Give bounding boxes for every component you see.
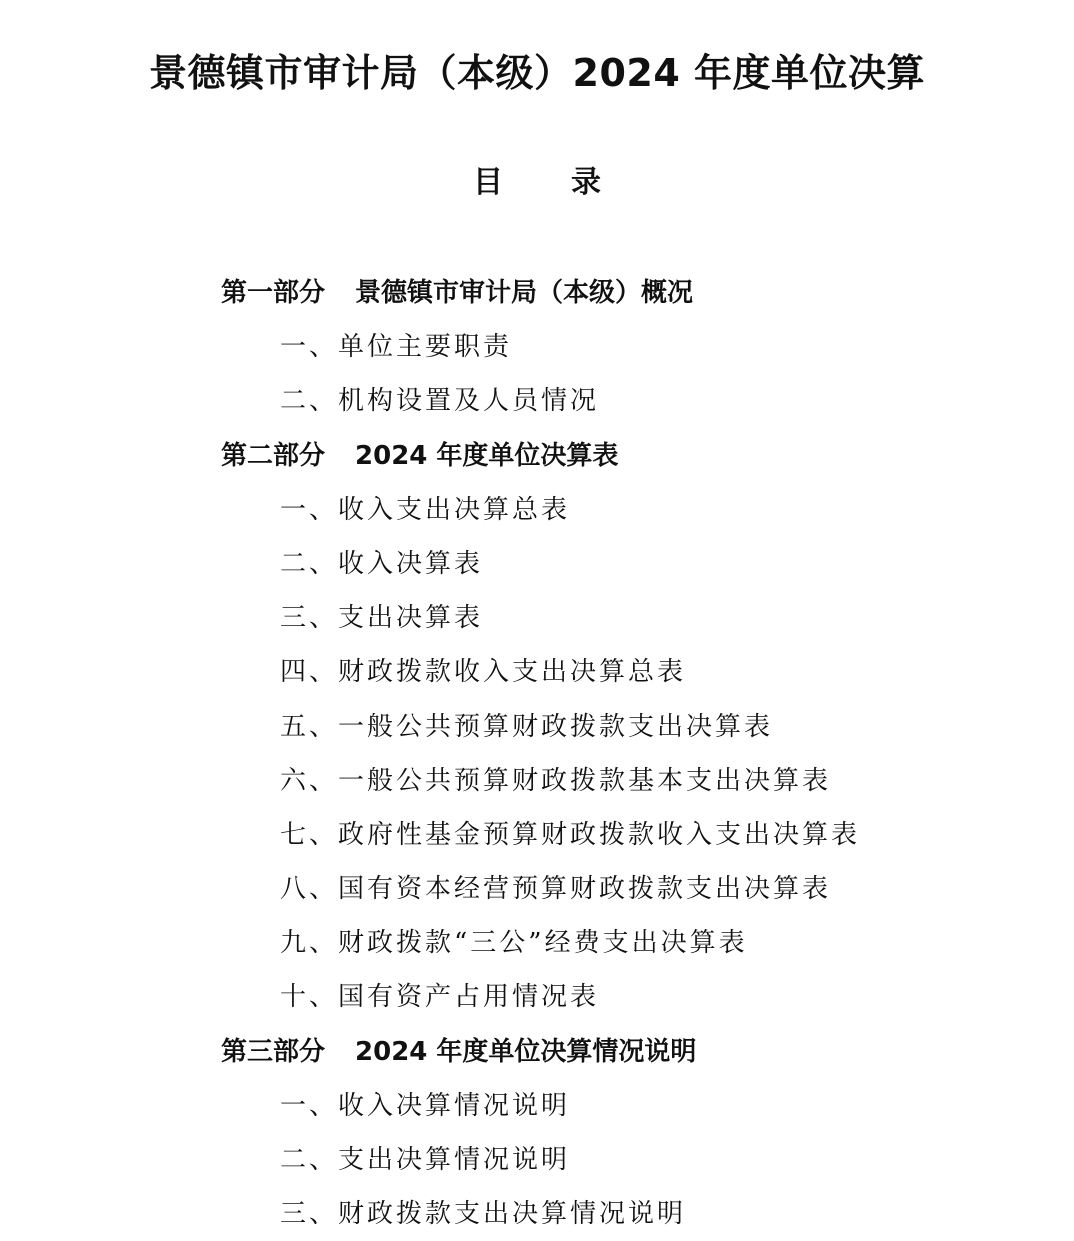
toc-part-title: 2024 年度单位决算表 [355, 440, 619, 471]
toc-item: 三、支出决算表 [280, 603, 484, 634]
toc-item: 九、财政拨款“三公”经费支出决算表 [280, 928, 748, 959]
toc-item: 七、政府性基金预算财政拨款收入支出决算表 [280, 819, 861, 850]
toc-part-title: 景德镇市审计局（本级）概况 [355, 278, 694, 308]
toc-item: 二、收入决算表 [280, 548, 484, 579]
toc-item: 八、国有资本经营预算财政拨款支出决算表 [280, 874, 832, 905]
toc-item: 五、一般公共预算财政拨款支出决算表 [280, 711, 774, 742]
toc-part-number: 第一部分 [221, 278, 326, 308]
toc-item: 四、财政拨款收入支出决算总表 [280, 657, 687, 688]
table-of-contents [0, 266, 1074, 1241]
toc-part-title: 2024 年度单位决算情况说明 [355, 1036, 697, 1067]
toc-item: 二、支出决算情况说明 [280, 1145, 571, 1175]
document-title: 景德镇市审计局（本级）2024 年度单位决算 [149, 51, 925, 95]
toc-heading-char-2: 录 [571, 165, 601, 200]
toc-heading-char-1: 目 [473, 165, 503, 200]
toc-item: 十、国有资产占用情况表 [280, 982, 600, 1013]
toc-item: 二、机构设置及人员情况 [280, 386, 600, 417]
toc-part-number: 第二部分 [221, 440, 326, 471]
toc-part-2 [0, 429, 1074, 483]
toc-item: 一、单位主要职责 [280, 332, 513, 363]
toc-item: 六、一般公共预算财政拨款基本支出决算表 [280, 765, 832, 796]
toc-item: 一、收入决算情况说明 [280, 1090, 571, 1121]
toc-part-3 [0, 1025, 1074, 1079]
toc-item: 三、财政拨款支出决算情况说明 [280, 1199, 687, 1230]
toc-part-number: 第三部分 [221, 1036, 326, 1067]
toc-item: 一、收入支出决算总表 [280, 494, 571, 525]
toc-heading [0, 163, 1074, 203]
toc-part-1 [0, 266, 1074, 320]
